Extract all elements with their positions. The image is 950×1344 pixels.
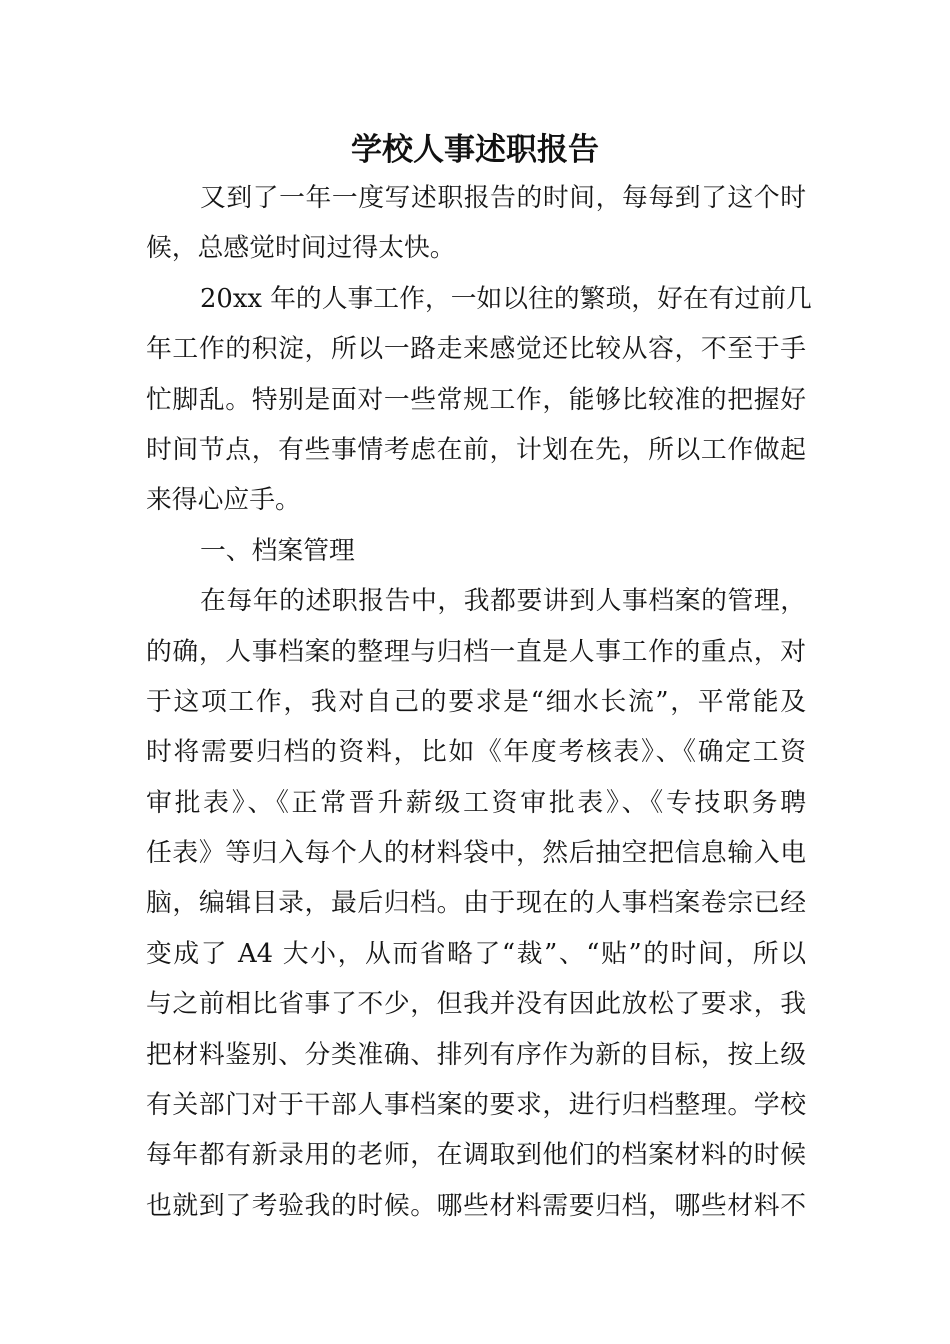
document-body [146,173,812,1231]
text-line: 审批表》、《正常晋升薪级工资审批表》、《专技职务聘 [146,787,806,818]
text-line: 于这项工作，我对自己的要求是“细水长流”，平常能及 [146,686,806,717]
paragraph-intro [146,173,806,274]
text-line: 有关部门对于干部人事档案的要求，进行归档整理。学校 [146,1090,806,1121]
text-line: 变成了 A4 大小，从而省略了“裁”、“贴”的时间，所以 [146,938,806,969]
text-line: 把材料鉴别、分类准确、排列有序作为新的目标，按上级 [146,1039,806,1070]
text-line: 任表》等归入每个人的材料袋中，然后抽空把信息输入电 [146,838,806,869]
text-line: 年工作的积淀，所以一路走来感觉还比较从容，不至于手 [146,334,806,365]
text-line: 在每年的述职报告中，我都要讲到人事档案的管理， [200,586,806,617]
text-line: 20xx 年的人事工作，一如以往的繁琐，好在有过前几 [200,283,812,314]
text-line: 时间节点，有些事情考虑在前，计划在先，所以工作做起 [146,434,806,465]
text-line: 的确，人事档案的整理与归档一直是人事工作的重点，对 [146,636,806,667]
text-line: 每年都有新录用的老师，在调取到他们的档案材料的时候 [146,1140,806,1171]
section-heading: 一、档案管理 [200,535,355,566]
text-line: 也就到了考验我的时候。哪些材料需要归档，哪些材料不 [146,1190,806,1221]
document-title: 学校人事述职报告 [351,132,599,168]
paragraph-archives [146,576,806,1231]
paragraph-work-summary [146,274,812,526]
text-line: 与之前相比省事了不少，但我并没有因此放松了要求，我 [146,989,806,1020]
text-line: 又到了一年一度写述职报告的时间，每每到了这个时 [200,183,806,213]
text-line: 时将需要归档的资料，比如《年度考核表》、《确定工资 [146,737,806,768]
text-line: 候，总感觉时间过得太快。 [146,233,456,264]
text-line: 脑，编辑目录，最后归档。由于现在的人事档案卷宗已经 [146,888,806,919]
text-line: 忙脚乱。特别是面对一些常规工作，能够比较准的把握好 [146,384,806,415]
section-heading-archives [146,526,806,576]
text-line: 来得心应手。 [146,485,301,516]
